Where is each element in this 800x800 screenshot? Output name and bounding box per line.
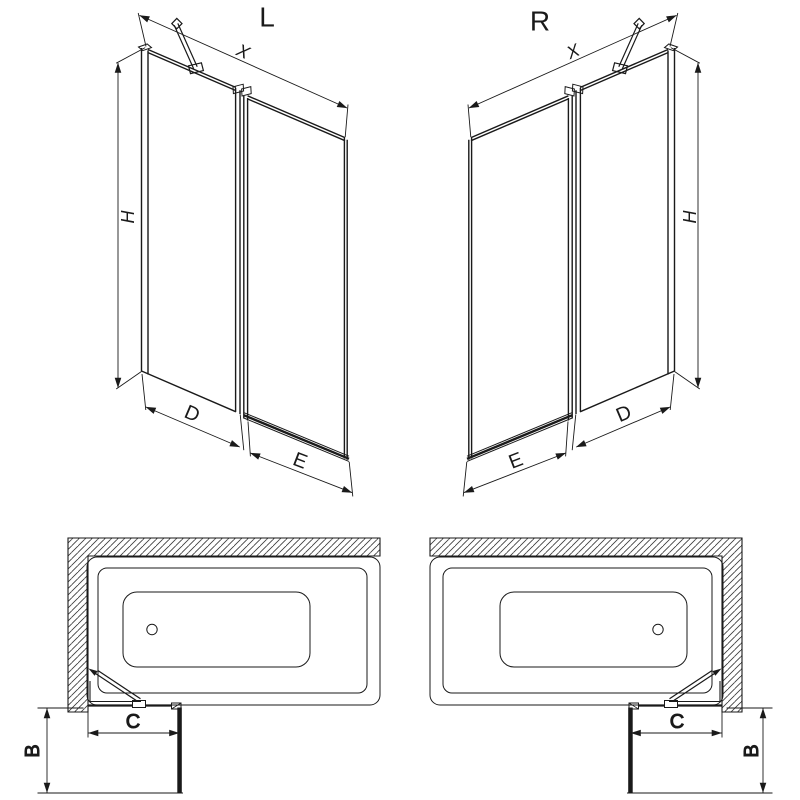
tub-inner-rim	[98, 568, 367, 693]
bathtub-left	[87, 557, 380, 705]
drain-icon	[653, 624, 663, 634]
tub-basin	[500, 592, 687, 667]
variant-label-left: L	[259, 1, 275, 33]
variant-label-right: R	[529, 5, 551, 37]
drain-icon	[147, 624, 157, 634]
tub-outer-rim	[87, 557, 380, 705]
stabilizer-wall-arrow	[712, 669, 721, 676]
dim-label-d-right: D	[613, 401, 635, 427]
dim-label-e-left: E	[289, 448, 311, 474]
front-view-left-geometry	[116, 13, 353, 496]
plan-dimensions-left	[38, 708, 184, 793]
tub-basin	[123, 592, 310, 667]
front-view-right-geometry	[463, 13, 700, 496]
dim-label-b-right: B	[741, 744, 763, 758]
dim-label-x-left: X	[233, 39, 253, 64]
dim-label-c-right: C	[669, 711, 685, 733]
dim-label-h-left: H	[118, 210, 138, 224]
dim-label-x-right: X	[563, 39, 583, 64]
tub-outer-rim	[430, 557, 723, 705]
front-view-left	[116, 2, 353, 497]
dim-label-b-left: B	[22, 744, 44, 758]
dim-label-e-right: E	[505, 448, 527, 474]
front-view-right	[463, 6, 700, 497]
dim-label-c-left: C	[125, 711, 141, 733]
bathtub-right	[430, 557, 723, 705]
door-open-panel	[177, 708, 182, 794]
plan-view-left	[22, 538, 380, 794]
tub-inner-rim	[443, 568, 712, 693]
stabilizer-rod-plan	[94, 670, 141, 701]
dim-label-d-left: D	[181, 401, 203, 427]
plan-view-right	[430, 538, 773, 794]
door-open-panel	[628, 708, 633, 794]
dim-b-extensions	[38, 708, 184, 793]
dim-label-h-right: H	[680, 210, 700, 224]
stabilizer-wall-arrow	[89, 669, 98, 676]
stabilizer-rod-plan	[670, 670, 717, 701]
